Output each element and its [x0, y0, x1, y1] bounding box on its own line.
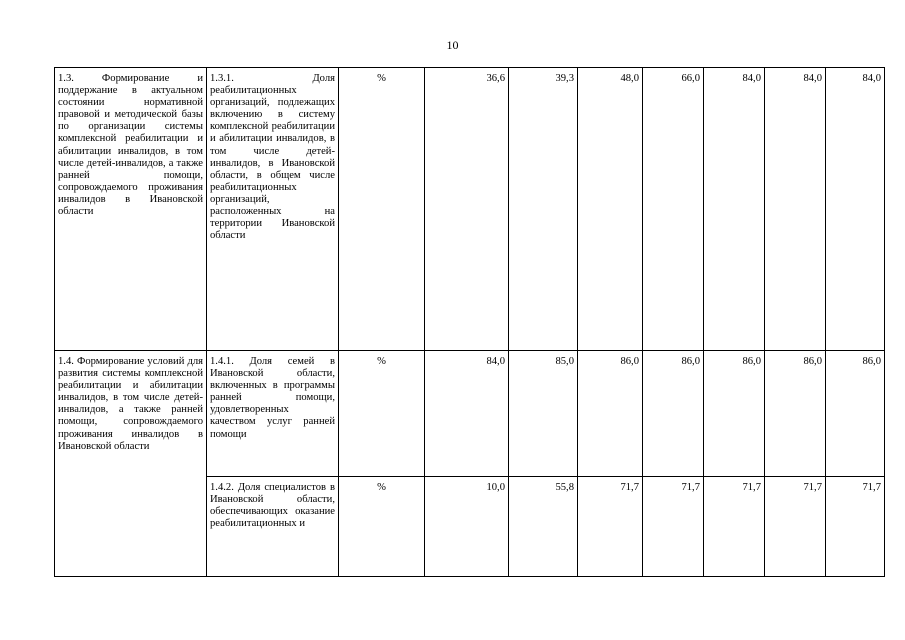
value-cell: 55,8: [509, 477, 578, 577]
value-cell: 36,6: [425, 68, 509, 351]
page-number: 10: [446, 38, 459, 52]
value-cell: 71,7: [643, 477, 704, 577]
indicator-cell: 1.3.1. Доля реабилитационных организаций, подлежащих включению в систему комплексной реабилитации и абилитации инвалидов, в том числе детей-инвалидов, в Ивановской области, в общем числе реабилитационных организаций, расположенных на территории Ивановской области: [207, 68, 339, 351]
value-cell: 84,0: [826, 68, 885, 351]
value-cell: 48,0: [578, 68, 643, 351]
value-cell: 86,0: [765, 351, 826, 477]
value-cell: 84,0: [765, 68, 826, 351]
value-cell: 84,0: [704, 68, 765, 351]
value-cell: 71,7: [578, 477, 643, 577]
goal-cell: 1.3. Формирование и поддержание в актуальном состоянии нормативной правовой и методической базы по организации системы комплексной реабилитации и абилитации инвалидов, в том числе детей-инвалидов, а также ранней помощи, сопровождаемого проживания инвалидов в Ивановской области: [55, 68, 207, 351]
unit-cell: %: [339, 351, 425, 477]
value-cell: 86,0: [578, 351, 643, 477]
table-row: [55, 68, 885, 351]
value-cell: 86,0: [704, 351, 765, 477]
value-cell: 39,3: [509, 68, 578, 351]
indicator-cell: 1.4.1. Доля семей в Ивановской области, включенных в программы ранней помощи, удовлетворенных качеством услуг ранней помощи: [207, 351, 339, 477]
goal-cell: 1.4. Формирование условий для развития системы комплексной реабилитации и абилитации инвалидов, в том числе детей-инвалидов, а также ранней помощи, сопровождаемого проживания инвалидов в Ивановской области: [55, 351, 207, 577]
value-cell: 86,0: [643, 351, 704, 477]
value-cell: 84,0: [425, 351, 509, 477]
value-cell: 71,7: [704, 477, 765, 577]
table-row: [55, 351, 885, 477]
value-cell: 71,7: [826, 477, 885, 577]
value-cell: 85,0: [509, 351, 578, 477]
value-cell: 66,0: [643, 68, 704, 351]
indicators-table: [54, 67, 885, 577]
value-cell: 71,7: [765, 477, 826, 577]
value-cell: 10,0: [425, 477, 509, 577]
indicator-cell: 1.4.2. Доля специалистов в Ивановской области, обеспечивающих оказание реабилитационных и: [207, 477, 339, 577]
value-cell: 86,0: [826, 351, 885, 477]
unit-cell: %: [339, 477, 425, 577]
unit-cell: %: [339, 68, 425, 351]
